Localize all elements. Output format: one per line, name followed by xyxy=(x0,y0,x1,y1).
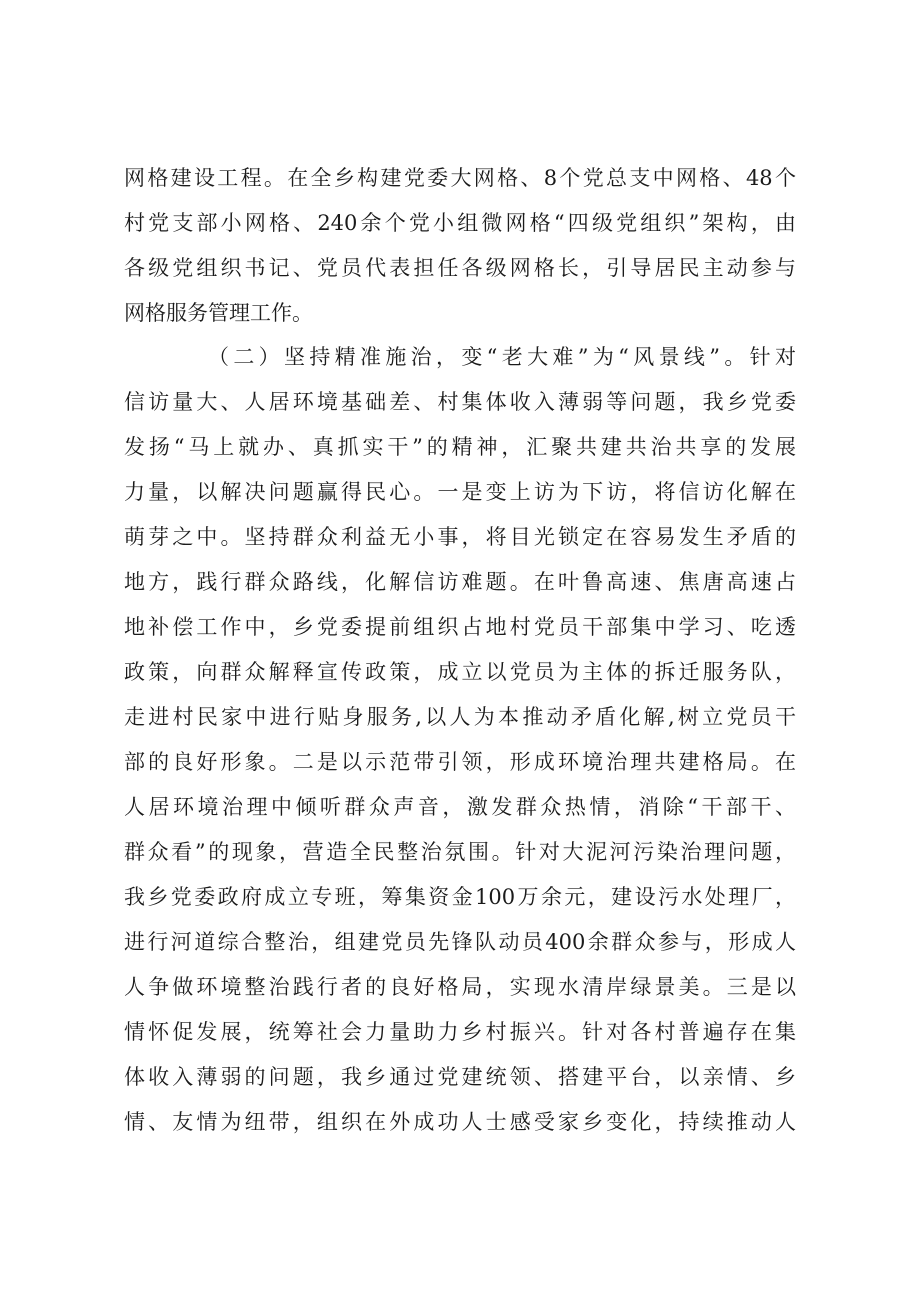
paragraph-line: 地方，践行群众路线，化解信访难题。在叶鲁高速、焦唐高速占 xyxy=(124,570,796,594)
section-heading-line: （二）坚持精准施治，变“老大难”为“风景线”。针对 xyxy=(208,345,796,369)
paragraph-line: 政策，向群众解释宣传政策，成立以党员为主体的拆迁服务队， xyxy=(124,660,796,684)
paragraph-line: 人争做环境整治践行者的良好格局，实现水清岸绿景美。三是以 xyxy=(124,975,796,999)
paragraph-1 xyxy=(124,156,796,336)
paragraph-line: 萌芽之中。坚持群众利益无小事，将目光锁定在容易发生矛盾的 xyxy=(124,525,796,549)
paragraph-line: 各级党组织书记、党员代表担任各级网格长，引导居民主动参与 xyxy=(124,256,796,280)
paragraph-line: 我乡党委政府成立专班，筹集资金100万余元，建设污水处理厂， xyxy=(124,885,796,909)
paragraph-line: 情怀促发展，统筹社会力量助力乡村振兴。针对各村普遍存在集 xyxy=(124,1020,796,1044)
paragraph-line: 体收入薄弱的问题，我乡通过党建统领、搭建平台，以亲情、乡 xyxy=(124,1065,796,1089)
paragraph-line: 网格服务管理工作。 xyxy=(124,301,313,325)
paragraph-line: 走进村民家中进行贴身服务,以人为本推动矛盾化解,树立党员干 xyxy=(124,705,796,729)
paragraph-line: 信访量大、人居环境基础差、村集体收入薄弱等问题，我乡党委 xyxy=(124,390,796,414)
paragraph-line: 群众看”的现象，营造全民整治氛围。针对大泥河污染治理问题， xyxy=(124,840,796,864)
paragraph-line: 进行河道综合整治，组建党员先锋队动员400余群众参与，形成人 xyxy=(124,930,796,954)
paragraph-line: 情、友情为纽带，组织在外成功人士感受家乡变化，持续推动人 xyxy=(124,1110,796,1134)
paragraph-line: 地补偿工作中，乡党委提前组织占地村党员干部集中学习、吃透 xyxy=(124,615,796,639)
paragraph-2 xyxy=(124,335,796,1145)
paragraph-line: 网格建设工程。在全乡构建党委大网格、8个党总支中网格、48个 xyxy=(124,166,796,190)
paragraph-line: 部的良好形象。二是以示范带引领，形成环境治理共建格局。在 xyxy=(124,750,796,774)
paragraph-line: 发扬“马上就办、真抓实干”的精神，汇聚共建共治共享的发展 xyxy=(124,435,796,459)
paragraph-line: 人居环境治理中倾听群众声音，激发群众热情，消除“干部干、 xyxy=(124,795,796,819)
paragraph-line: 村党支部小网格、240余个党小组微网格“四级党组织”架构，由 xyxy=(124,211,796,235)
paragraph-line: 力量，以解决问题赢得民心。一是变上访为下访，将信访化解在 xyxy=(124,480,796,504)
